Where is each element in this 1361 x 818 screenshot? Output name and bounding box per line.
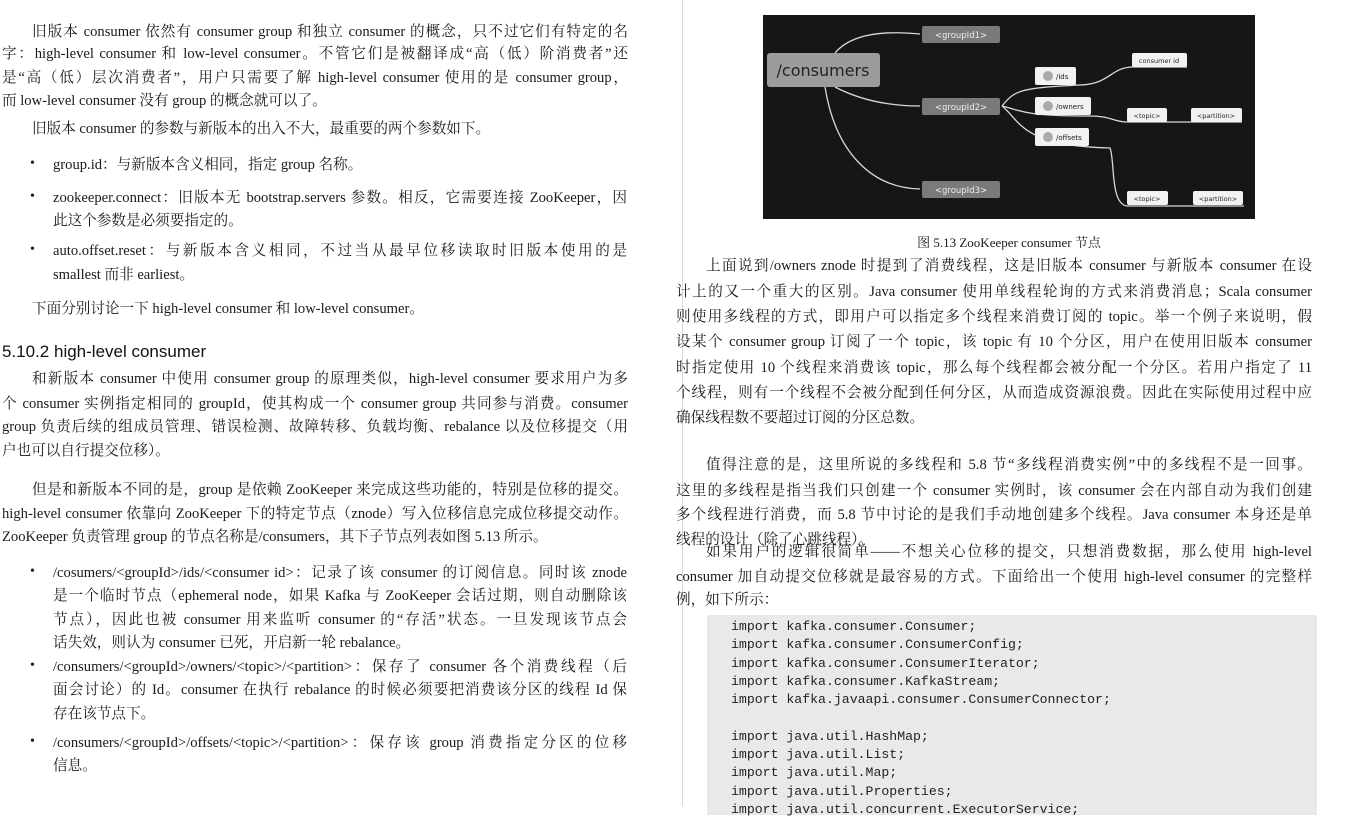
paragraph-line: ZooKeeper 负责管理 group 的节点名称是/consumers，其下子节点列表如图 5.13 所示。 bbox=[2, 529, 548, 545]
list-item: /cosumers/<groupId>/ids/<consumer id>：记录了该 consumer 的订阅信息。同时该 znode bbox=[53, 565, 627, 581]
paragraph-line: 字：high-level consumer 和 low-level consumer。不管它们是被翻译成“高（低）阶消费者”还 bbox=[2, 46, 628, 62]
code-line: import java.util.Map; bbox=[731, 765, 898, 781]
code-line: import java.util.List; bbox=[731, 747, 906, 763]
edge-root-group2 bbox=[835, 87, 920, 106]
paragraph-line: 如果用户的逻辑很简单——不想关心位移的提交，只想消费数据，那么使用 high-level bbox=[706, 544, 1312, 560]
paragraph-line: consumer 加自动提交位移就是最容易的方式。下面给出一个使用 high-level consumer 的完整样 bbox=[676, 569, 1312, 585]
node-topic-label: <topic> bbox=[1133, 195, 1161, 203]
node-owners-label: /owners bbox=[1056, 103, 1084, 111]
child-nodes bbox=[1035, 67, 1091, 146]
paragraph-line: 旧版本 consumer 依然有 consumer group 和独立 consumer 的概念，只不过它们有特定的名 bbox=[32, 24, 628, 40]
code-line: import kafka.consumer.Consumer; bbox=[731, 619, 977, 634]
paragraph-line: high-level consumer 依靠向 ZooKeeper 下的特定节点（znode）写入位移信息完成位移提交动作。 bbox=[2, 506, 628, 522]
edge-ids bbox=[1002, 67, 1187, 106]
paragraph-line: 时指定使用 10 个线程来消费该 topic，那么每个线程都会被分配一个分区。若用户指定了 11 bbox=[676, 360, 1312, 376]
list-item: auto.offset.reset：与新版本含义相同，不过当从最早位移读取时旧版本使用的是 bbox=[53, 243, 627, 259]
list-item: group.id：与新版本含义相同，指定 group 名称。 bbox=[53, 157, 363, 173]
zookeeper-consumer-diagram bbox=[763, 15, 1255, 219]
paragraph-line: group 负责后续的组成员管理、错误检测、故障转移、负载均衡、rebalance 以及位移提交（用 bbox=[2, 419, 628, 435]
paragraph-line: 例，如下所示： bbox=[676, 592, 779, 608]
paragraph-line: 户也可以自行提交位移）。 bbox=[2, 443, 170, 459]
figure-caption: 图 5.13 ZooKeeper consumer 节点 bbox=[917, 235, 1101, 250]
paragraph-line: 旧版本 consumer 的参数与新版本的出入不大，最重要的两个参数如下。 bbox=[32, 121, 491, 137]
paragraph-line: 和新版本 consumer 中使用 consumer group 的原理类似，high-level consumer 要求用户为多 bbox=[32, 371, 628, 387]
list-item: zookeeper.connect：旧版本无 bootstrap.servers 参数。相反，它需要连接 ZooKeeper，因 bbox=[53, 190, 627, 206]
bullet-icon: • bbox=[30, 189, 35, 204]
code-line: import kafka.javaapi.consumer.ConsumerConnector; bbox=[731, 692, 1111, 708]
paragraph-line: 这里的多线程是指当我们只创建一个 consumer 实例时，该 consumer 会在内部自动为我们创建 bbox=[676, 483, 1312, 499]
list-item: 此这个参数是必须要指定的。 bbox=[53, 213, 243, 229]
leaf-nodes bbox=[1127, 53, 1243, 205]
list-item: 信息。 bbox=[53, 758, 97, 774]
list-item: 面会讨论）的 Id。consumer 在执行 rebalance 的时候必须要把消费该分区的线程 Id 保 bbox=[53, 682, 627, 698]
paragraph-line: 个线程，则有一个线程不会被分配到任何分区，从而造成资源浪费。因此在实际使用过程中应 bbox=[676, 385, 1312, 401]
paragraph-line: 是“高（低）层次消费者”，用户只需要了解 high-level consumer 使用的是 consumer group， bbox=[2, 70, 628, 86]
code-line: import java.util.HashMap; bbox=[731, 728, 929, 744]
edge-root-group3 bbox=[825, 87, 920, 189]
node-ids-label: /ids bbox=[1056, 73, 1069, 81]
paragraph-line: 设某个 consumer group 订阅了一个 topic，该 topic 有 10 个分区，用户在使用旧版本 consumer bbox=[676, 334, 1312, 350]
node-partition-label: <partition> bbox=[1196, 112, 1236, 120]
node-group1-label: <groupId1> bbox=[934, 31, 988, 41]
list-item: 存在该节点下。 bbox=[53, 706, 156, 722]
paragraph-line: 则使用多线程的方式，即用户可以指定多个线程来消费订阅的 topic。举一个例子来说明，假 bbox=[676, 309, 1312, 325]
bullet-icon: • bbox=[30, 564, 35, 579]
code-line: import kafka.consumer.KafkaStream; bbox=[731, 673, 1001, 689]
node-topic-label: <topic> bbox=[1133, 112, 1161, 120]
list-item: /consumers/<groupId>/owners/<topic>/<partition>：保存了 consumer 各个消费线程（后 bbox=[53, 659, 627, 675]
paragraph-line: 下面分别讨论一下 high-level consumer 和 low-level consumer。 bbox=[32, 301, 424, 317]
paragraph-line: 个 consumer 实例指定相同的 groupId，使其构成一个 consumer group 共同参与消费。consumer bbox=[2, 396, 628, 412]
list-item: 是一个临时节点（ephemeral node，如果 Kafka 与 ZooKeeper 会话过期，则自动删除该 bbox=[53, 588, 627, 604]
list-item: 节点），因此也被 consumer 用来监听 consumer 的“存活”状态。一旦发现该节点会 bbox=[53, 612, 627, 628]
node-group2-label: <groupId2> bbox=[934, 103, 988, 113]
edge-root-group1 bbox=[835, 33, 920, 53]
paragraph-line: 值得注意的是，这里所说的多线程和 5.8 节“多线程消费实例”中的多线程不是一回事。 bbox=[706, 457, 1312, 473]
page-divider bbox=[682, 0, 683, 806]
paragraph-line: 但是和新版本不同的是，group 是依赖 ZooKeeper 来完成这些功能的，特别是位移的提交。 bbox=[32, 482, 628, 498]
paragraph-line: 而 low-level consumer 没有 group 的概念就可以了。 bbox=[2, 93, 327, 109]
bullet-icon: • bbox=[30, 242, 35, 257]
node-offsets-label: /offsets bbox=[1056, 134, 1082, 142]
code-line: import kafka.consumer.ConsumerConfig; bbox=[731, 637, 1024, 653]
list-item: 话失效，则认为 consumer 已死，开启新一轮 rebalance。 bbox=[53, 635, 411, 651]
bullet-icon: • bbox=[30, 156, 35, 171]
code-line: import java.util.Properties; bbox=[731, 783, 953, 799]
code-line: import java.util.concurrent.ExecutorService; bbox=[731, 802, 1080, 817]
node-partition-label: <partition> bbox=[1198, 195, 1238, 203]
list-item: smallest 而非 earliest。 bbox=[53, 267, 195, 283]
bullet-icon: • bbox=[30, 734, 35, 749]
node-consumer-id-label: consumer id bbox=[1138, 57, 1180, 65]
paragraph-line: 确保线程数不要超过订阅的分区总数。 bbox=[676, 410, 925, 426]
bullet-icon: • bbox=[30, 658, 35, 673]
section-heading: 5.10.2 high-level consumer bbox=[2, 342, 207, 361]
code-line: import kafka.consumer.ConsumerIterator; bbox=[731, 655, 1040, 671]
paragraph-line: 计上的又一个重大的区别。Java consumer 使用单线程轮询的方式来消费消息；Scala consumer bbox=[676, 284, 1312, 300]
node-consumers-label: /consumers bbox=[776, 61, 870, 80]
paragraph-line: 上面说到/owners znode 时提到了消费线程，这是旧版本 consumer 与新版本 consumer 在设 bbox=[706, 258, 1312, 274]
node-group3-label: <groupId3> bbox=[934, 186, 988, 196]
paragraph-line: 多个线程进行消费，而 5.8 节中讨论的是我们手动地创建多个线程。Java consumer 本身还是单 bbox=[676, 507, 1312, 523]
list-item: /consumers/<groupId>/offsets/<topic>/<partition>：保存该 group 消费指定分区的位移 bbox=[53, 735, 627, 751]
group-nodes bbox=[922, 26, 1000, 198]
paragraph-line: 线程的设计（除了心跳线程）。 bbox=[676, 532, 874, 548]
